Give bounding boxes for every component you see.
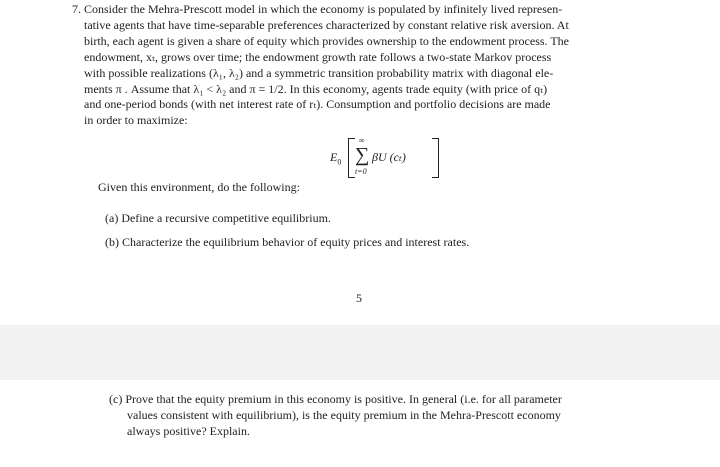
question-line-8: in order to maximize:	[84, 113, 188, 128]
question-line-2: tative agents that have time-separable preferences characterized by constant relative risk aversion. At	[84, 17, 569, 32]
sum-lower-limit: t=0	[355, 167, 367, 176]
sum-symbol: ∑	[355, 144, 370, 166]
question-line-6: ments π . Assume that λ₁ < λ₂ and π = 1/2. In this economy, agents trade equity (with price of qₜ)	[84, 81, 548, 96]
page-number: 5	[356, 291, 362, 305]
question-line-3: birth, each agent is given a share of equity which provides ownership to the endowment process. The	[84, 33, 569, 48]
question-number: 7.	[72, 2, 81, 16]
sum-upper-limit: ∞	[359, 136, 365, 145]
part-c-paragraph	[109, 391, 679, 439]
utility-term: βU (cₜ)	[372, 150, 406, 164]
question-paragraph	[72, 2, 664, 129]
part-c-line-3: always positive? Explain.	[127, 424, 250, 438]
page-bottom	[0, 380, 720, 467]
expectation-operator: $E_0$	[330, 150, 342, 167]
question-line-5: with possible realizations (λ₁, λ₂) and a symmetric transition probability matrix with diagonal ele-	[84, 65, 554, 80]
part-c-line-2: values consistent with equilibrium), is the equity premium in the Mehra-Prescott economy	[127, 408, 561, 422]
item-b: (b) Characterize the equilibrium behavior of equity prices and interest rates.	[105, 235, 470, 249]
part-c-line-1: (c) Prove that the equity premium in this economy is positive. In general (i.e. for all parameter	[109, 392, 562, 406]
given-text: Given this environment, do the following:	[98, 180, 300, 194]
question-line-1: Consider the Mehra-Prescott model in which the economy is populated by infinitely lived represen-	[84, 2, 563, 16]
left-bracket	[348, 138, 355, 178]
question-line-4: endowment, xₜ, grows over time; the endowment growth rate follows a two-state Markov process	[84, 49, 552, 64]
question-line-7: and one-period bonds (with net interest rate of rₜ). Consumption and portfolio decisions are made	[84, 97, 551, 112]
right-bracket	[432, 138, 439, 178]
item-a: (a) Define a recursive competitive equilibrium.	[105, 211, 331, 225]
